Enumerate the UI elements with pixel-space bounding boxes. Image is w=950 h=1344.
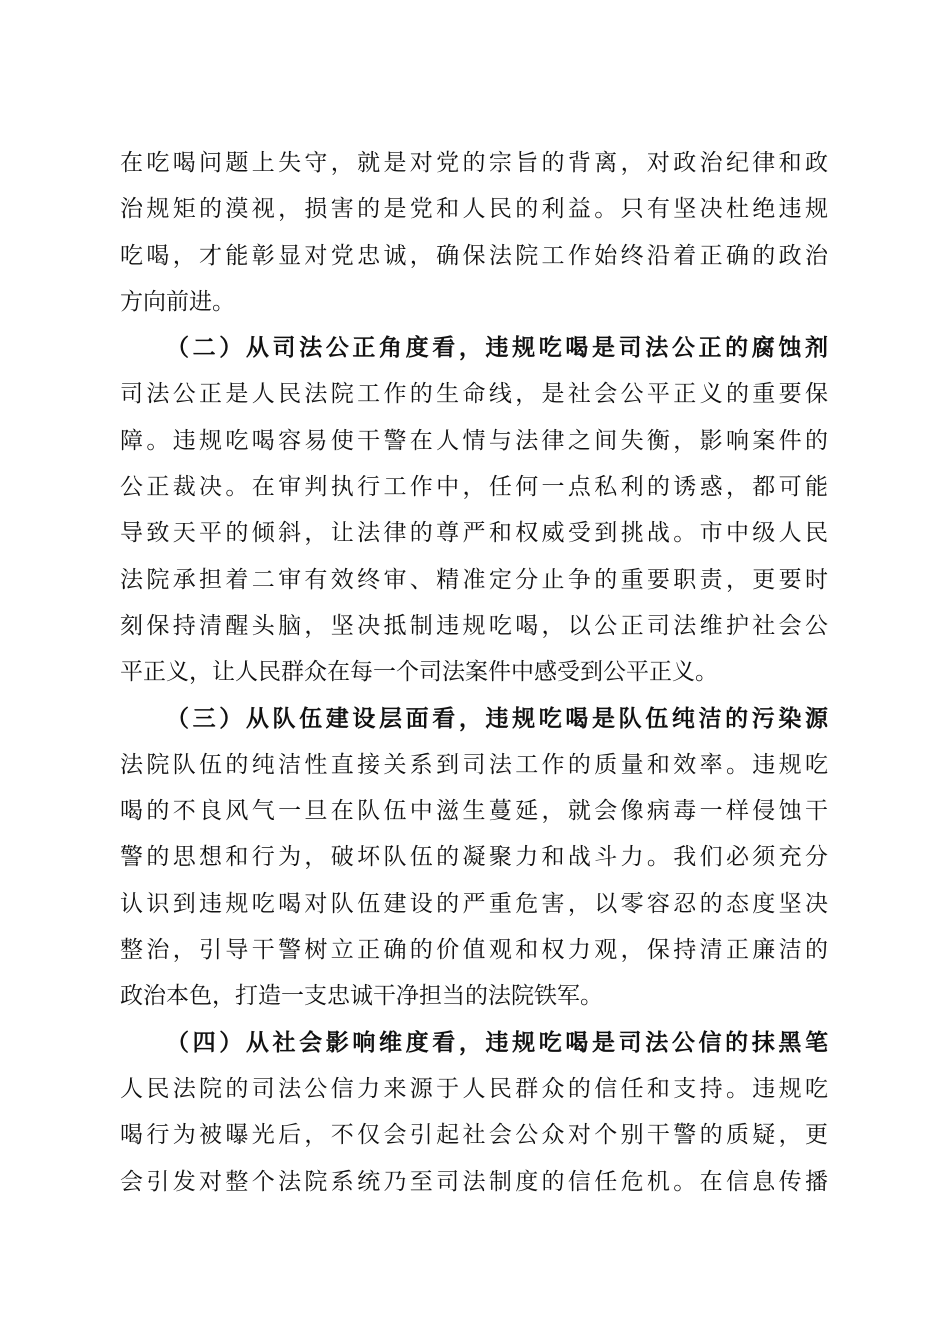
- paragraph-line: 治规矩的漠视，损害的是党和人民的利益。只有坚决杜绝违规: [120, 196, 828, 223]
- paragraph-line: 在吃喝问题上失守，就是对党的宗旨的背离，对政治纪律和政: [120, 150, 828, 176]
- section-heading: （三）从队伍建设层面看，违规吃喝是队伍纯洁的污染源: [166, 704, 828, 732]
- paragraph-line: 政治本色，打造一支忠诚干净担当的法院铁军。: [120, 983, 603, 1010]
- paragraph-line: 警的思想和行为，破坏队伍的凝聚力和战斗力。我们必须充分: [120, 844, 828, 871]
- paragraph-line: 方向前进。: [120, 288, 235, 315]
- paragraph-line: 司法公正是人民法院工作的生命线，是社会公平正义的重要保: [120, 381, 828, 408]
- paragraph-line: 导致天平的倾斜，让法律的尊严和权威受到挑战。市中级人民: [120, 520, 828, 547]
- paragraph-line: 平正义，让人民群众在每一个司法案件中感受到公平正义。: [120, 659, 718, 686]
- paragraph-line: 整治，引导干警树立正确的价值观和权力观，保持清正廉洁的: [120, 937, 828, 964]
- section-heading: （二）从司法公正角度看，违规吃喝是司法公正的腐蚀剂: [166, 334, 828, 362]
- paragraph-line: 喝行为被曝光后，不仅会引起社会公众对个别干警的质疑，更: [120, 1122, 828, 1149]
- paragraph-line: 喝的不良风气一旦在队伍中滋生蔓延，就会像病毒一样侵蚀干: [120, 798, 828, 825]
- paragraph-line: 法院承担着二审有效终审、精准定分止争的重要职责，更要时: [120, 566, 828, 593]
- document-body: [120, 140, 828, 1205]
- paragraph-line: 法院队伍的纯洁性直接关系到司法工作的质量和效率。违规吃: [120, 751, 828, 778]
- paragraph-line: 认识到违规吃喝对队伍建设的严重危害，以零容忍的态度坚决: [120, 890, 828, 917]
- paragraph-line: 公正裁决。在审判执行工作中，任何一点私利的诱惑，都可能: [120, 474, 828, 501]
- paragraph-line: 会引发对整个法院系统乃至司法制度的信任危机。在信息传播: [120, 1168, 828, 1195]
- section-heading: （四）从社会影响维度看，违规吃喝是司法公信的抹黑笔: [166, 1028, 828, 1056]
- paragraph-line: 吃喝，才能彰显对党忠诚，确保法院工作始终沿着正确的政治: [120, 242, 828, 269]
- paragraph-line: 人民法院的司法公信力来源于人民群众的信任和支持。违规吃: [120, 1075, 828, 1102]
- paragraph-line: 刻保持清醒头脑，坚决抵制违规吃喝，以公正司法维护社会公: [120, 612, 828, 639]
- paragraph-line: 障。违规吃喝容易使干警在人情与法律之间失衡，影响案件的: [120, 427, 828, 454]
